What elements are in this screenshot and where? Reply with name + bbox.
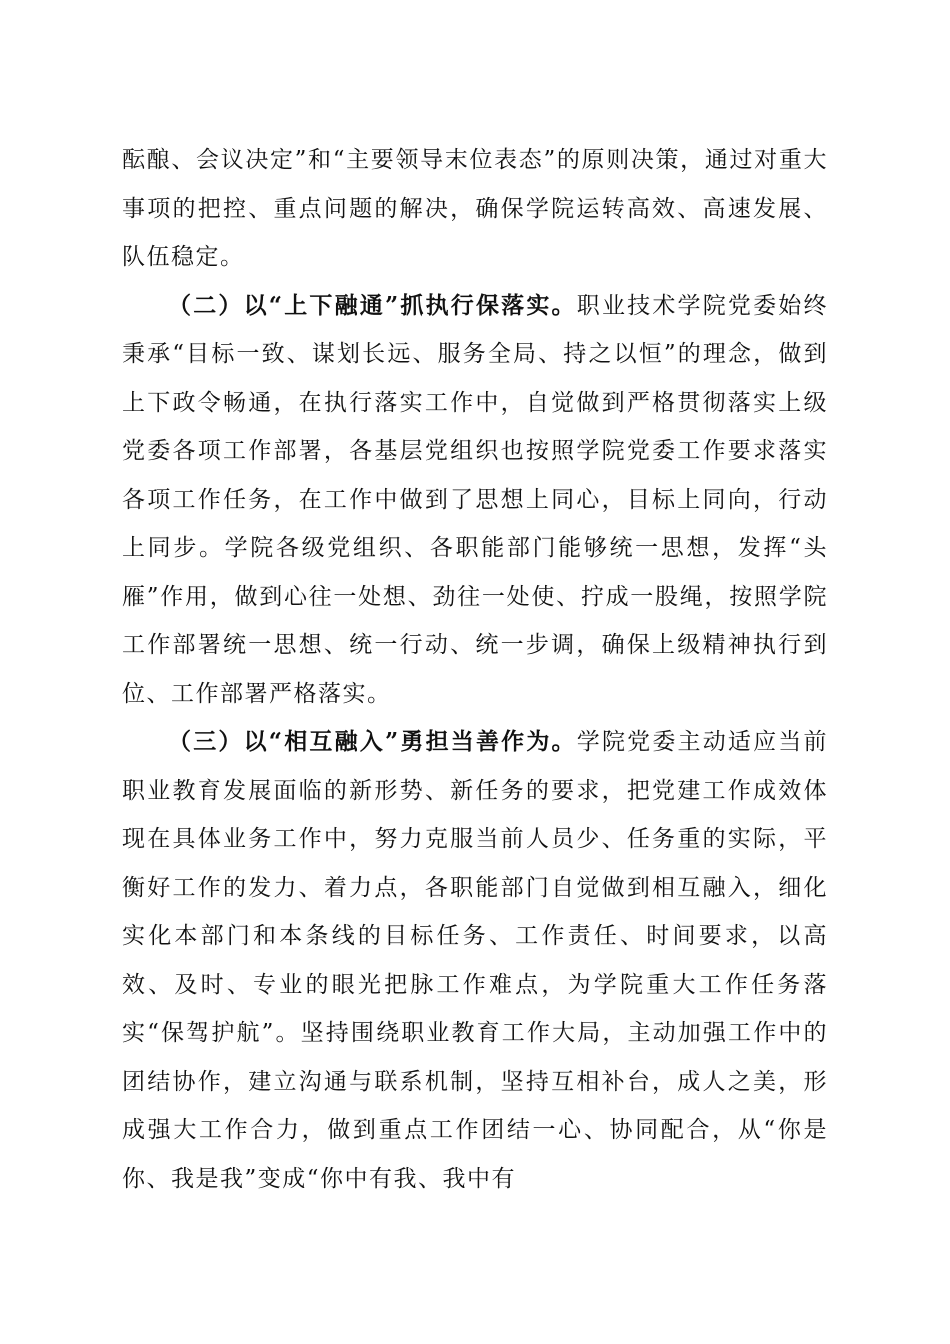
- paragraph-section-2: [122, 282, 828, 719]
- paragraph-2-body: 职业技术学院党委始终秉承“目标一致、谋划长远、服务全局、持之以恒”的理念，做到上下政令畅通，在执行落实工作中，自觉做到严格贯彻落实上级党委各项工作部署，各基层党组织也按照学院党委工作要求落实各项工作任务，在工作中做到了思想上同心，目标上同向，行动上同步。学院各级党组织、各职能部门能够统一思想，发挥“头雁”作用，做到心往一处想、劲往一处使、拧成一股绳，按照学院工作部署统一思想、统一行动、统一步调，确保上级精神执行到位、工作部署严格落实。: [122, 292, 828, 707]
- paragraph-3-body: 学院党委主动适应当前职业教育发展面临的新形势、新任务的要求，把党建工作成效体现在具体业务工作中，努力克服当前人员少、任务重的实际，平衡好工作的发力、着力点，各职能部门自觉做到相互融入，细化实化本部门和本条线的目标任务、工作责任、时间要求，以高效、及时、专业的眼光把脉工作难点，为学院重大工作任务落实“保驾护航”。坚持围绕职业教育工作大局，主动加强工作中的团结协作，建立沟通与联系机制，坚持互相补台，成人之美，形成强大工作合力，做到重点工作团结一心、协同配合，从“你是你、我是我”变成“你中有我、我中有: [122, 729, 828, 1192]
- paragraph-1-body: 酝酿、会议决定”和“主要领导末位表态”的原则决策，通过对重大事项的把控、重点问题的解决，确保学院运转高效、高速发展、队伍稳定。: [122, 147, 828, 270]
- section-3-heading: （三）以“相互融入”勇担当善作为。: [168, 728, 577, 755]
- paragraph-continuation: [122, 136, 828, 282]
- document-body: [122, 136, 828, 1203]
- section-2-heading: （二）以“上下融通”抓执行保落实。: [168, 291, 577, 319]
- paragraph-section-3: [122, 718, 828, 1203]
